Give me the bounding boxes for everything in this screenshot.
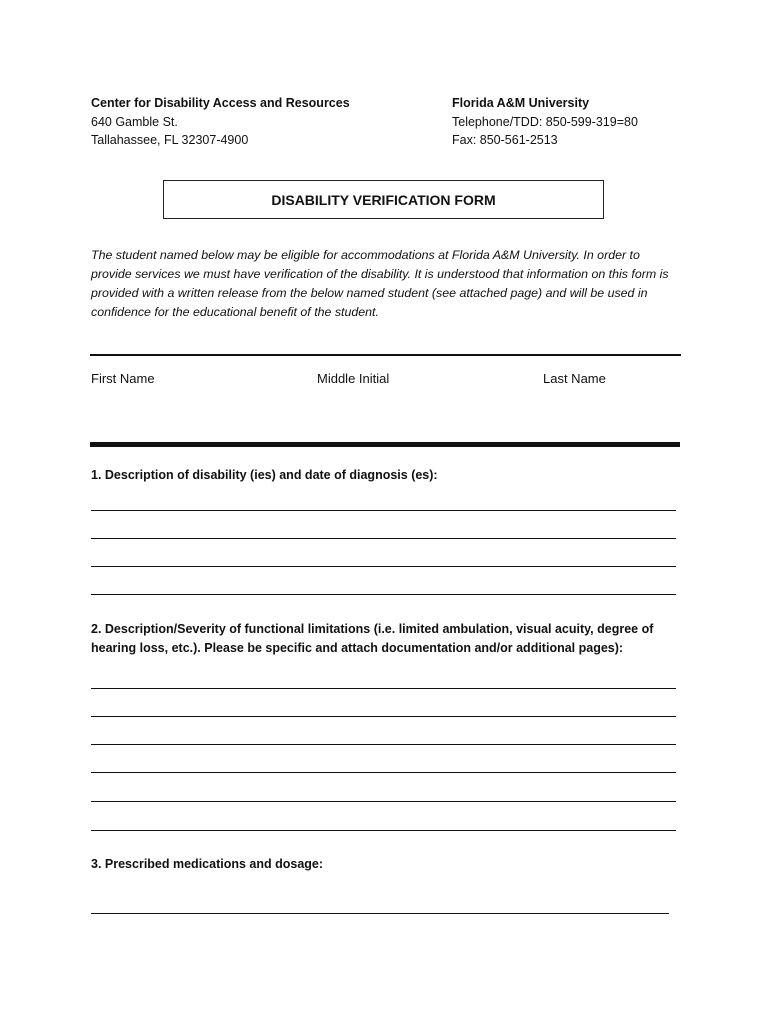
question-1: 1. Description of disability (ies) and date of diagnosis (es): — [91, 468, 438, 482]
answer-line-q2-2[interactable] — [91, 716, 676, 717]
answer-line-q1-2[interactable] — [91, 538, 676, 539]
question-3: 3. Prescribed medications and dosage: — [91, 857, 324, 871]
answer-line-q1-4[interactable] — [91, 594, 676, 595]
question-2: 2. Description/Severity of functional limitations (i.e. limited ambulation, visual acuity, degree of hearing loss, etc.). Please be specific and attach documentation and/or additional pages): — [91, 622, 654, 655]
first-name-label: First Name — [91, 371, 155, 386]
telephone: Telephone/TDD: 850-599-319=80 — [452, 114, 638, 129]
answer-line-q2-1[interactable] — [91, 688, 676, 689]
last-name-label: Last Name — [543, 371, 606, 386]
university-name: Florida A&M University — [452, 96, 590, 110]
header-left-block — [91, 94, 350, 150]
header-right-block — [452, 94, 638, 150]
street-address: 640 Gamble St. — [91, 114, 178, 129]
city-address: Tallahassee, FL 32307-4900 — [91, 133, 249, 147]
fax: Fax: 850-561-2513 — [452, 133, 558, 147]
answer-line-q2-3[interactable] — [91, 744, 676, 745]
form-title-box — [163, 180, 604, 219]
answer-line-q1-3[interactable] — [91, 566, 676, 567]
name-top-rule — [90, 354, 681, 356]
middle-initial-label: Middle Initial — [317, 371, 390, 386]
name-bottom-rule — [90, 442, 680, 447]
answer-line-q3-1[interactable] — [91, 913, 669, 914]
form-title: DISABILITY VERIFICATION FORM — [271, 191, 496, 208]
answer-line-q1-1[interactable] — [91, 510, 676, 511]
answer-line-q2-6[interactable] — [91, 830, 676, 831]
intro-paragraph: The student named below may be eligible for accommodations at Florida A&M University. In order to provide services we must have verification of the disability. It is understood that information on this form is provided with a written release from the below named student (see attached page) and will be used in confidence for the educational benefit of the student. — [91, 248, 669, 319]
answer-line-q2-5[interactable] — [91, 801, 676, 802]
answer-line-q2-4[interactable] — [91, 772, 676, 773]
org-name: Center for Disability Access and Resources — [91, 96, 350, 110]
